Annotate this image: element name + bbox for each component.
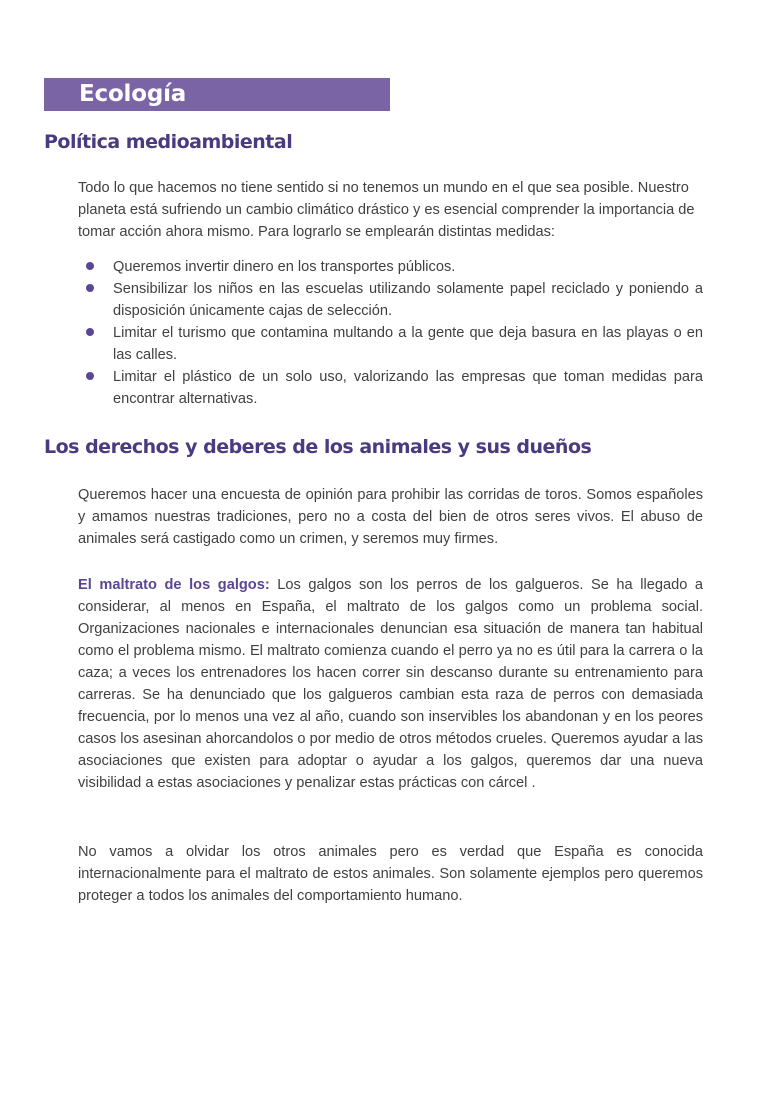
list-item [78, 322, 703, 366]
bullet-dot-icon [86, 372, 94, 380]
section-banner [44, 78, 390, 111]
list-item [78, 278, 703, 322]
bullet-dot-icon [86, 328, 94, 336]
bullet-dot-icon [86, 262, 94, 270]
closing-paragraph: No vamos a olvidar los otros animales pero es verdad que España es conocida internacionalmente para el maltrato de estos animales. Son solamente ejemplos pero queremos proteger a todos los animales del comportamiento humano. [78, 844, 703, 904]
galgos-text: Los galgos son los perros de los galgueros. Se ha llegado a considerar, al menos en España, el maltrato de los galgos como un problema social. Organizaciones nacionales e internacionales denuncian esa situación de manera tan habitual como el problema mismo. El maltrato comienza cuando el perro ya no es útil para la carrera o la caza; a veces los entrenadores los hacen correr sin descanso durante su entrenamiento para carreras. Se ha denunciado que los galgueros cambian esta raza de perros con demasiada frecuencia, por lo menos una vez al año, cuando son inservibles los abandonan y en los peores casos los asesinan ahorcandolos o por medio de otros métodos crueles. Queremos ayudar a las asociaciones que existen para adoptar o ayudar a los galgos, queremos dar una nueva visibilidad a estas asociaciones y penalizar estas prácticas con cárcel . [78, 577, 704, 791]
list-item [78, 256, 703, 278]
list-item-text: Sensibilizar los niños en las escuelas utilizando solamente papel reciclado y poniendo a disposición únicamente cajas de selección. [113, 281, 703, 319]
intro-paragraph: Todo lo que hacemos no tiene sentido si no tenemos un mundo en el que sea posible. Nuestro planeta está sufriendo un cambio climático drástico y es esencial comprender la importancia de tomar acción ahora mismo. Para lograrlo se emplearán distintas medidas: [78, 180, 695, 240]
corridas-paragraph: Queremos hacer una encuesta de opinión para prohibir las corridas de toros. Somos españoles y amamos nuestras tradiciones, pero no a costa del bien de otros seres vivos. El abuso de animales será castigado como un crimen, y seremos muy firmes. [78, 487, 703, 547]
heading-derechos-animales: Los derechos y deberes de los animales y sus dueños [44, 436, 592, 458]
section-banner-title: Ecología [79, 81, 187, 107]
list-item-text: Queremos invertir dinero en los transportes públicos. [113, 259, 456, 275]
galgos-lead-label: El maltrato de los galgos: [78, 577, 270, 593]
heading-politica-medioambiental: Política medioambiental [44, 131, 293, 153]
list-item-text: Limitar el plástico de un solo uso, valorizando las empresas que toman medidas para encontrar alternativas. [113, 369, 703, 407]
list-item-text: Limitar el turismo que contamina multando a la gente que deja basura en las playas o en las calles. [113, 325, 703, 363]
list-item [78, 366, 703, 410]
measures-list [78, 256, 703, 410]
bullet-dot-icon [86, 284, 94, 292]
galgos-paragraph [78, 574, 703, 794]
